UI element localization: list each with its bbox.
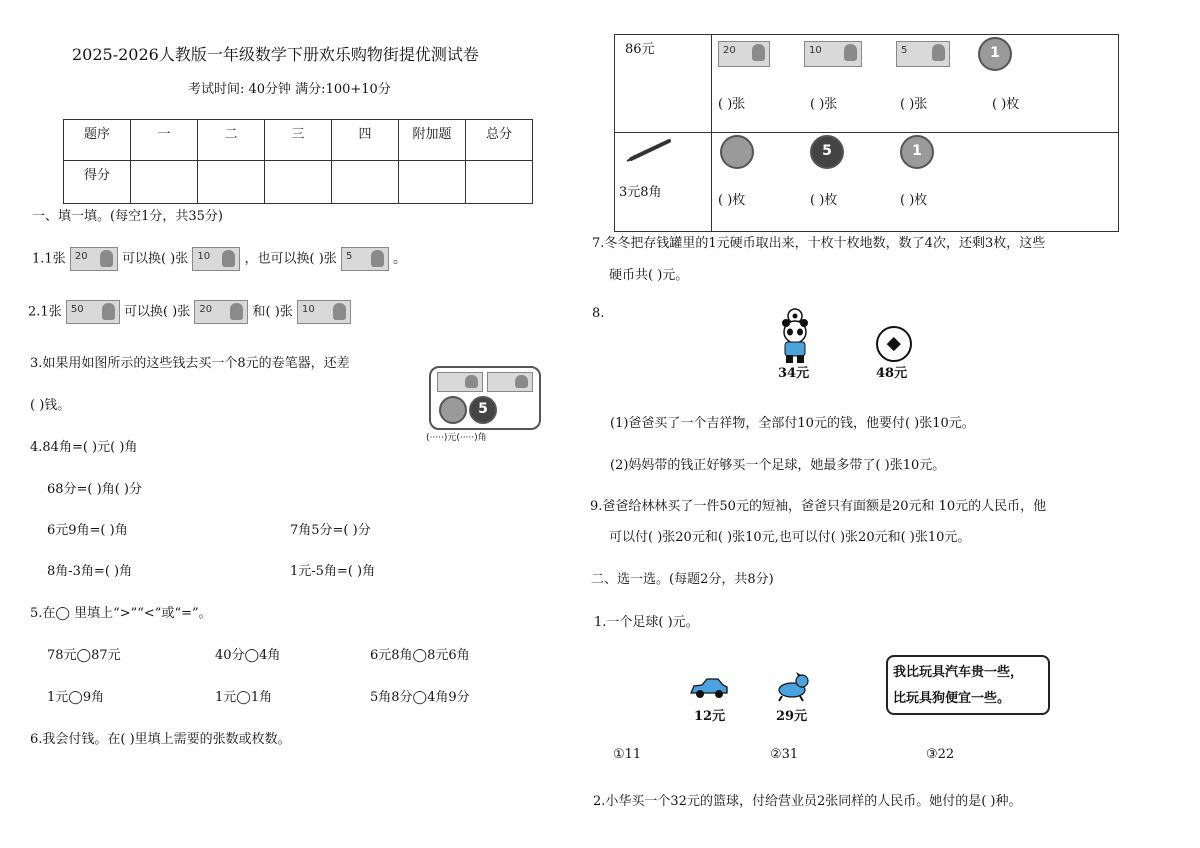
question-3-line2: ( )钱。 [30, 398, 71, 413]
pen-icon [625, 137, 675, 163]
blank-count[interactable]: ( )张 [900, 97, 928, 112]
panda-mascot-icon [774, 308, 816, 364]
toy-dog-icon [772, 672, 810, 702]
score-row-label: 得分 [64, 161, 131, 204]
question-8-number: 8. [592, 306, 605, 321]
price-cell: 86元 [615, 35, 712, 133]
section1-title: 一、填一填。(每空1分，共35分) [32, 209, 223, 224]
payment-table [614, 34, 1119, 232]
question-4-b: 68分=( )角( )分 [47, 482, 142, 497]
score-header: 三 [265, 120, 332, 161]
banknote-icon [487, 372, 533, 392]
question-9-line2: 可以付( )张20元和( )张10元,也可以付( )张20元和( )张10元。 [609, 530, 971, 545]
score-cell[interactable] [265, 161, 332, 204]
soccer-ball-icon [876, 326, 912, 362]
money-caption: (·····)元(·····)角 [426, 433, 487, 443]
score-cell[interactable] [466, 161, 533, 204]
car-price: 12元 [694, 709, 726, 724]
question-5-title: 5.在◯ 里填上“>”“<”或“=”。 [30, 606, 212, 621]
score-cell[interactable] [332, 161, 399, 204]
blank-count[interactable]: ( )枚 [900, 193, 928, 208]
blank-count[interactable]: ( )枚 [810, 193, 838, 208]
question-3-line1: 3.如果用如图所示的这些钱去买一个8元的卷笔器，还差 [30, 356, 350, 371]
score-header: 一 [131, 120, 198, 161]
compare-item: 6元8角◯8元6角 [370, 648, 470, 663]
banknote-10-icon: 10 [804, 41, 862, 67]
banknote-5-icon: 5 [896, 41, 950, 67]
dog-price: 29元 [776, 709, 808, 724]
score-header: 总分 [466, 120, 533, 161]
toy-car-icon [688, 676, 730, 700]
coin-5-icon: 5 [469, 396, 497, 424]
speech-bubble: 我比玩具汽车贵一些， 比玩具狗便宜一些。 [886, 655, 1050, 715]
page-title: 2025-2026人教版一年级数学下册欢乐购物街提优测试卷 [72, 45, 479, 64]
score-header: 附加题 [399, 120, 466, 161]
score-cell[interactable] [198, 161, 265, 204]
question-1: 1.1张 20 可以换( )张 10 ，也可以换( )张 5 。 [32, 247, 406, 271]
payment-cell [712, 133, 1119, 232]
section2-title: 二、选一选。(每题2分，共8分) [591, 572, 774, 587]
compare-item: 1元◯9角 [47, 690, 105, 705]
compare-item: 78元◯87元 [47, 648, 121, 663]
question-4-a: 4.84角=( )元( )角 [30, 440, 138, 455]
question-2: 2.1张 50 可以换( )张 20 和( )张 10 [28, 300, 351, 324]
question-8-sub1: (1)爸爸买了一个吉祥物，全部付10元的钱，他要付( )张10元。 [610, 416, 975, 431]
question-7-line1: 7.冬冬把存钱罐里的1元硬币取出来，十枚十枚地数，数了4次，还剩3枚，这些 [592, 236, 1046, 251]
question-4-f: 1元-5角=( )角 [290, 564, 376, 579]
score-header: 四 [332, 120, 399, 161]
compare-item: 40分◯4角 [215, 648, 281, 663]
question-4-e: 8角-3角=( )角 [47, 564, 133, 579]
ball-price: 48元 [876, 366, 908, 381]
question-4-c: 6元9角=( )角 [47, 523, 128, 538]
coin-1-icon [439, 396, 467, 424]
banknote-10-icon: 10 [192, 247, 240, 271]
question-7-line2: 硬币共( )元。 [609, 268, 689, 283]
score-header: 二 [198, 120, 265, 161]
choice-1[interactable]: ①11 [613, 747, 642, 762]
score-header: 题序 [64, 120, 131, 161]
banknote-5-icon: 5 [341, 247, 389, 271]
score-cell[interactable] [131, 161, 198, 204]
banknote-icon [437, 372, 483, 392]
question-8-sub2: (2)妈妈带的钱正好够买一个足球，她最多带了( )张10元。 [610, 458, 946, 473]
question-4-d: 7角5分=( )分 [290, 523, 371, 538]
coin-1-jiao-icon [720, 135, 754, 169]
money-group-image [429, 366, 541, 430]
banknote-20-icon: 20 [70, 247, 118, 271]
banknote-10-icon: 10 [297, 300, 351, 324]
blank-count[interactable]: ( )张 [810, 97, 838, 112]
blank-count[interactable]: ( )枚 [992, 97, 1020, 112]
score-cell[interactable] [399, 161, 466, 204]
banknote-50-icon: 50 [66, 300, 120, 324]
choice-3[interactable]: ③22 [926, 747, 955, 762]
section2-question-2: 2.小华买一个32元的篮球，付给营业员2张同样的人民币。她付的是( )种。 [593, 794, 1022, 809]
exam-meta: 考试时间: 40分钟 满分:100+10分 [188, 82, 391, 97]
payment-cell [712, 35, 1119, 133]
mascot-price: 34元 [778, 366, 810, 381]
blank-count[interactable]: ( )枚 [718, 193, 746, 208]
question-9-line1: 9.爸爸给林林买了一件50元的短袖，爸爸只有面额是20元和 10元的人民币，他 [590, 499, 1047, 514]
section2-question-1: 1.一个足球( )元。 [594, 615, 699, 630]
coin-1-icon: 1 [900, 135, 934, 169]
blank-count[interactable]: ( )张 [718, 97, 746, 112]
coin-1-icon: 1 [978, 37, 1012, 71]
score-table [63, 119, 533, 204]
banknote-20-icon: 20 [194, 300, 248, 324]
choice-2[interactable]: ②31 [770, 747, 799, 762]
coin-5-jiao-icon: 5 [810, 135, 844, 169]
question-6-title: 6.我会付钱。在( )里填上需要的张数或枚数。 [30, 732, 291, 747]
compare-item: 1元◯1角 [215, 690, 273, 705]
banknote-20-icon: 20 [718, 41, 770, 67]
price-cell: 3元8角 [615, 133, 712, 232]
compare-item: 5角8分◯4角9分 [370, 690, 470, 705]
